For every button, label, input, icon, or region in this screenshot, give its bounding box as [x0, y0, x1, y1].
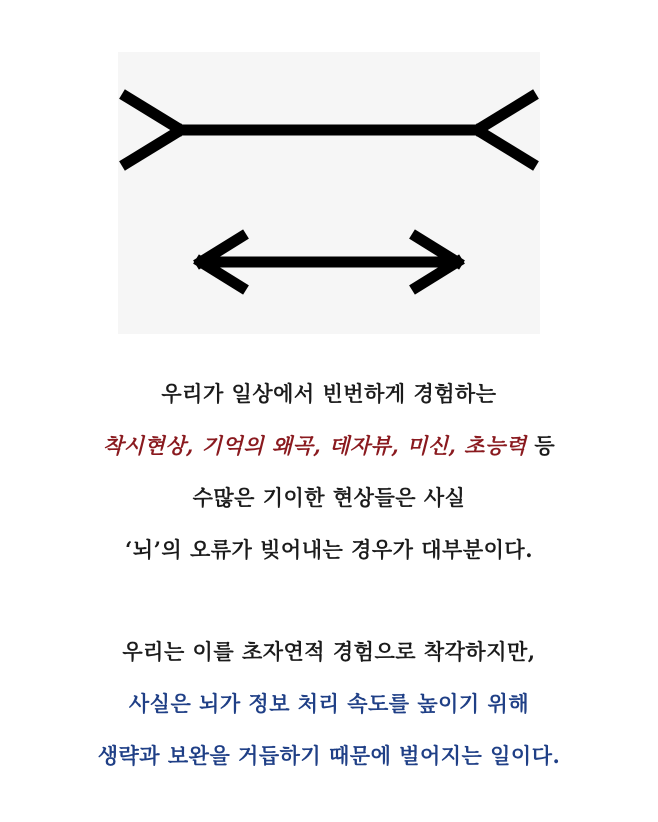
top-line-outward-fins: [122, 94, 536, 166]
p2-line1-text: 우리는 이를 초자연적 경험으로 착각하지만,: [122, 639, 536, 664]
p2-line3-text: 생략과 보완을 거듭하기 때문에 벌어지는 일이다.: [97, 743, 561, 768]
p1-line1: [0, 378, 658, 408]
p2-line3: [0, 740, 658, 770]
p1-line3: [0, 482, 658, 512]
p1-line2: [0, 430, 658, 460]
muller-lyer-illusion-image: [118, 52, 540, 334]
p2-line1: [0, 636, 658, 666]
top-right-fin-lower: [474, 128, 536, 166]
top-left-fin-upper: [122, 94, 184, 132]
bottom-line-arrowheads: [196, 234, 462, 290]
p1-line3-text: 수많은 기이한 현상들은 사실: [192, 485, 466, 510]
top-left-fin-lower: [122, 128, 184, 166]
p2-line2: [0, 688, 658, 718]
p1-line1-text: 우리가 일상에서 빈번하게 경험하는: [161, 381, 497, 406]
illusion-figure: [118, 52, 540, 334]
p1-line4: [0, 534, 658, 564]
p1-line2-tail: 등: [526, 433, 556, 458]
p1-line2-emphasis: 착시현상, 기억의 왜곡, 데자뷰, 미신, 초능력: [102, 433, 527, 458]
top-right-fin-upper: [474, 94, 536, 132]
p2-line2-text: 사실은 뇌가 정보 처리 속도를 높이기 위해: [128, 691, 530, 716]
p1-line4-text: ‘뇌’의 오류가 빚어내는 경우가 대부분이다.: [124, 537, 534, 562]
